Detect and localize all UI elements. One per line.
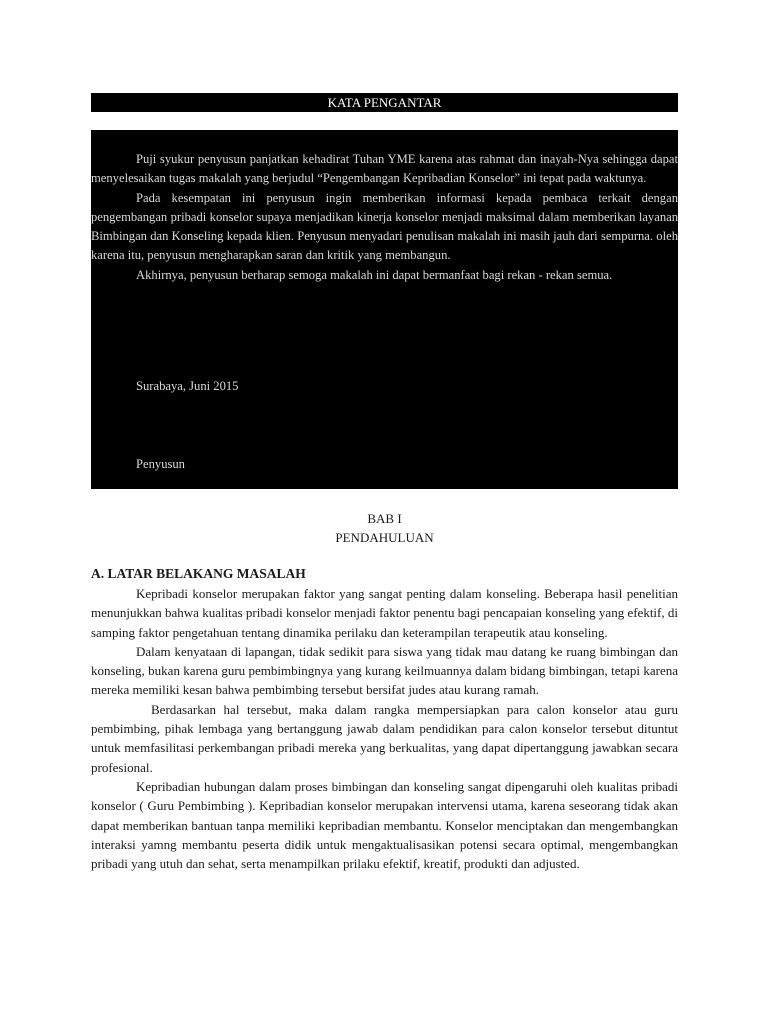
preface-paragraph: Puji syukur penyusun panjatkan kehadirat Tuhan YME karena atas rahmat dan inayah-Nya sehingga dapat menyelesaikan tugas makalah yang berjudul “Pengembangan Kepribadian Konselor” ini tepat pada waktunya. bbox=[91, 152, 678, 186]
section-body bbox=[91, 584, 678, 873]
signature: Penyusun bbox=[136, 457, 185, 471]
preface-paragraph: Akhirnya, penyusun berharap semoga makalah ini dapat bermanfaat bagi rekan - rekan semua. bbox=[136, 267, 613, 282]
chapter-heading bbox=[91, 509, 678, 547]
chapter-title: PENDAHULUAN bbox=[335, 530, 434, 545]
place-date: Surabaya, Juni 2015 bbox=[136, 379, 239, 393]
body-paragraph: Kepribadi konselor merupakan faktor yang sangat penting dalam konseling. Beberapa hasil penelitian menunjukkan bahwa kualitas pribadi konselor menjadi faktor penentu bagi pencapaian konseling yang efektif, di samping faktor pengetahuan tentang dinamika perilaku dan keterampilan terapeutik atau konseling. bbox=[91, 586, 678, 640]
body-paragraph: Dalam kenyataan di lapangan, tidak sedikit para siswa yang tidak mau datang ke ruang bimbingan dan konseling, bukan karena guru pembimbingnya yang kurang keilmuannya dalam bidang bimbingan, tetapi karena mereka memiliki kesan bahwa pembimbing tersebut bersifat judes atau kurang ramah. bbox=[91, 643, 678, 698]
preface-paragraph: Pada kesempatan ini penyusun ingin memberikan informasi kepada pembaca terkait dengan pengembangan pribadi konselor supaya menjadikan kinerja konselor menjadi maksimal dalam memberikan layanan Bimbingan dan Konseling kepada klien. Penyusun menyadari penulisan makalah ini masih jauh dari sempurna. oleh karena itu, penyusun mengharapkan saran dan kritik yang membangun. bbox=[91, 190, 678, 263]
preface-block bbox=[91, 130, 678, 489]
chapter-number: BAB I bbox=[367, 511, 402, 526]
body-paragraph: Berdasarkan hal tersebut, maka dalam rangka mempersiapkan para calon konselor atau guru pembimbing, pihak lembaga yang bertanggung jawab dalam pendidikan para calon konselor tersebut dituntut untuk memfasilitasi perkembangan pribadi mereka yang berkualitas, yang dapat dipertanggung jawabkan secara profesional. bbox=[91, 701, 678, 775]
body-paragraph: Kepribadian hubungan dalam proses bimbingan dan konseling sangat dipengaruhi oleh kualitas pribadi konselor ( Guru Pembimbing ). Kepribadian konselor merupakan intervensi utama, karena seseorang tidak akan dapat memberikan bantuan tanpa memiliki kepribadian membantu. Konselor menciptakan dan mengembangkan interaksi yamng membantu peserta didik untuk mengaktualisasikan potensi secara optimal, mengembangkan pribadi yang utuh dan sehat, serta menampilkan prilaku efektif, kreatif, produkti dan adjusted. bbox=[91, 778, 678, 872]
preface-title: KATA PENGANTAR bbox=[91, 93, 678, 112]
section-heading: A. LATAR BELAKANG MASALAH bbox=[91, 566, 306, 581]
